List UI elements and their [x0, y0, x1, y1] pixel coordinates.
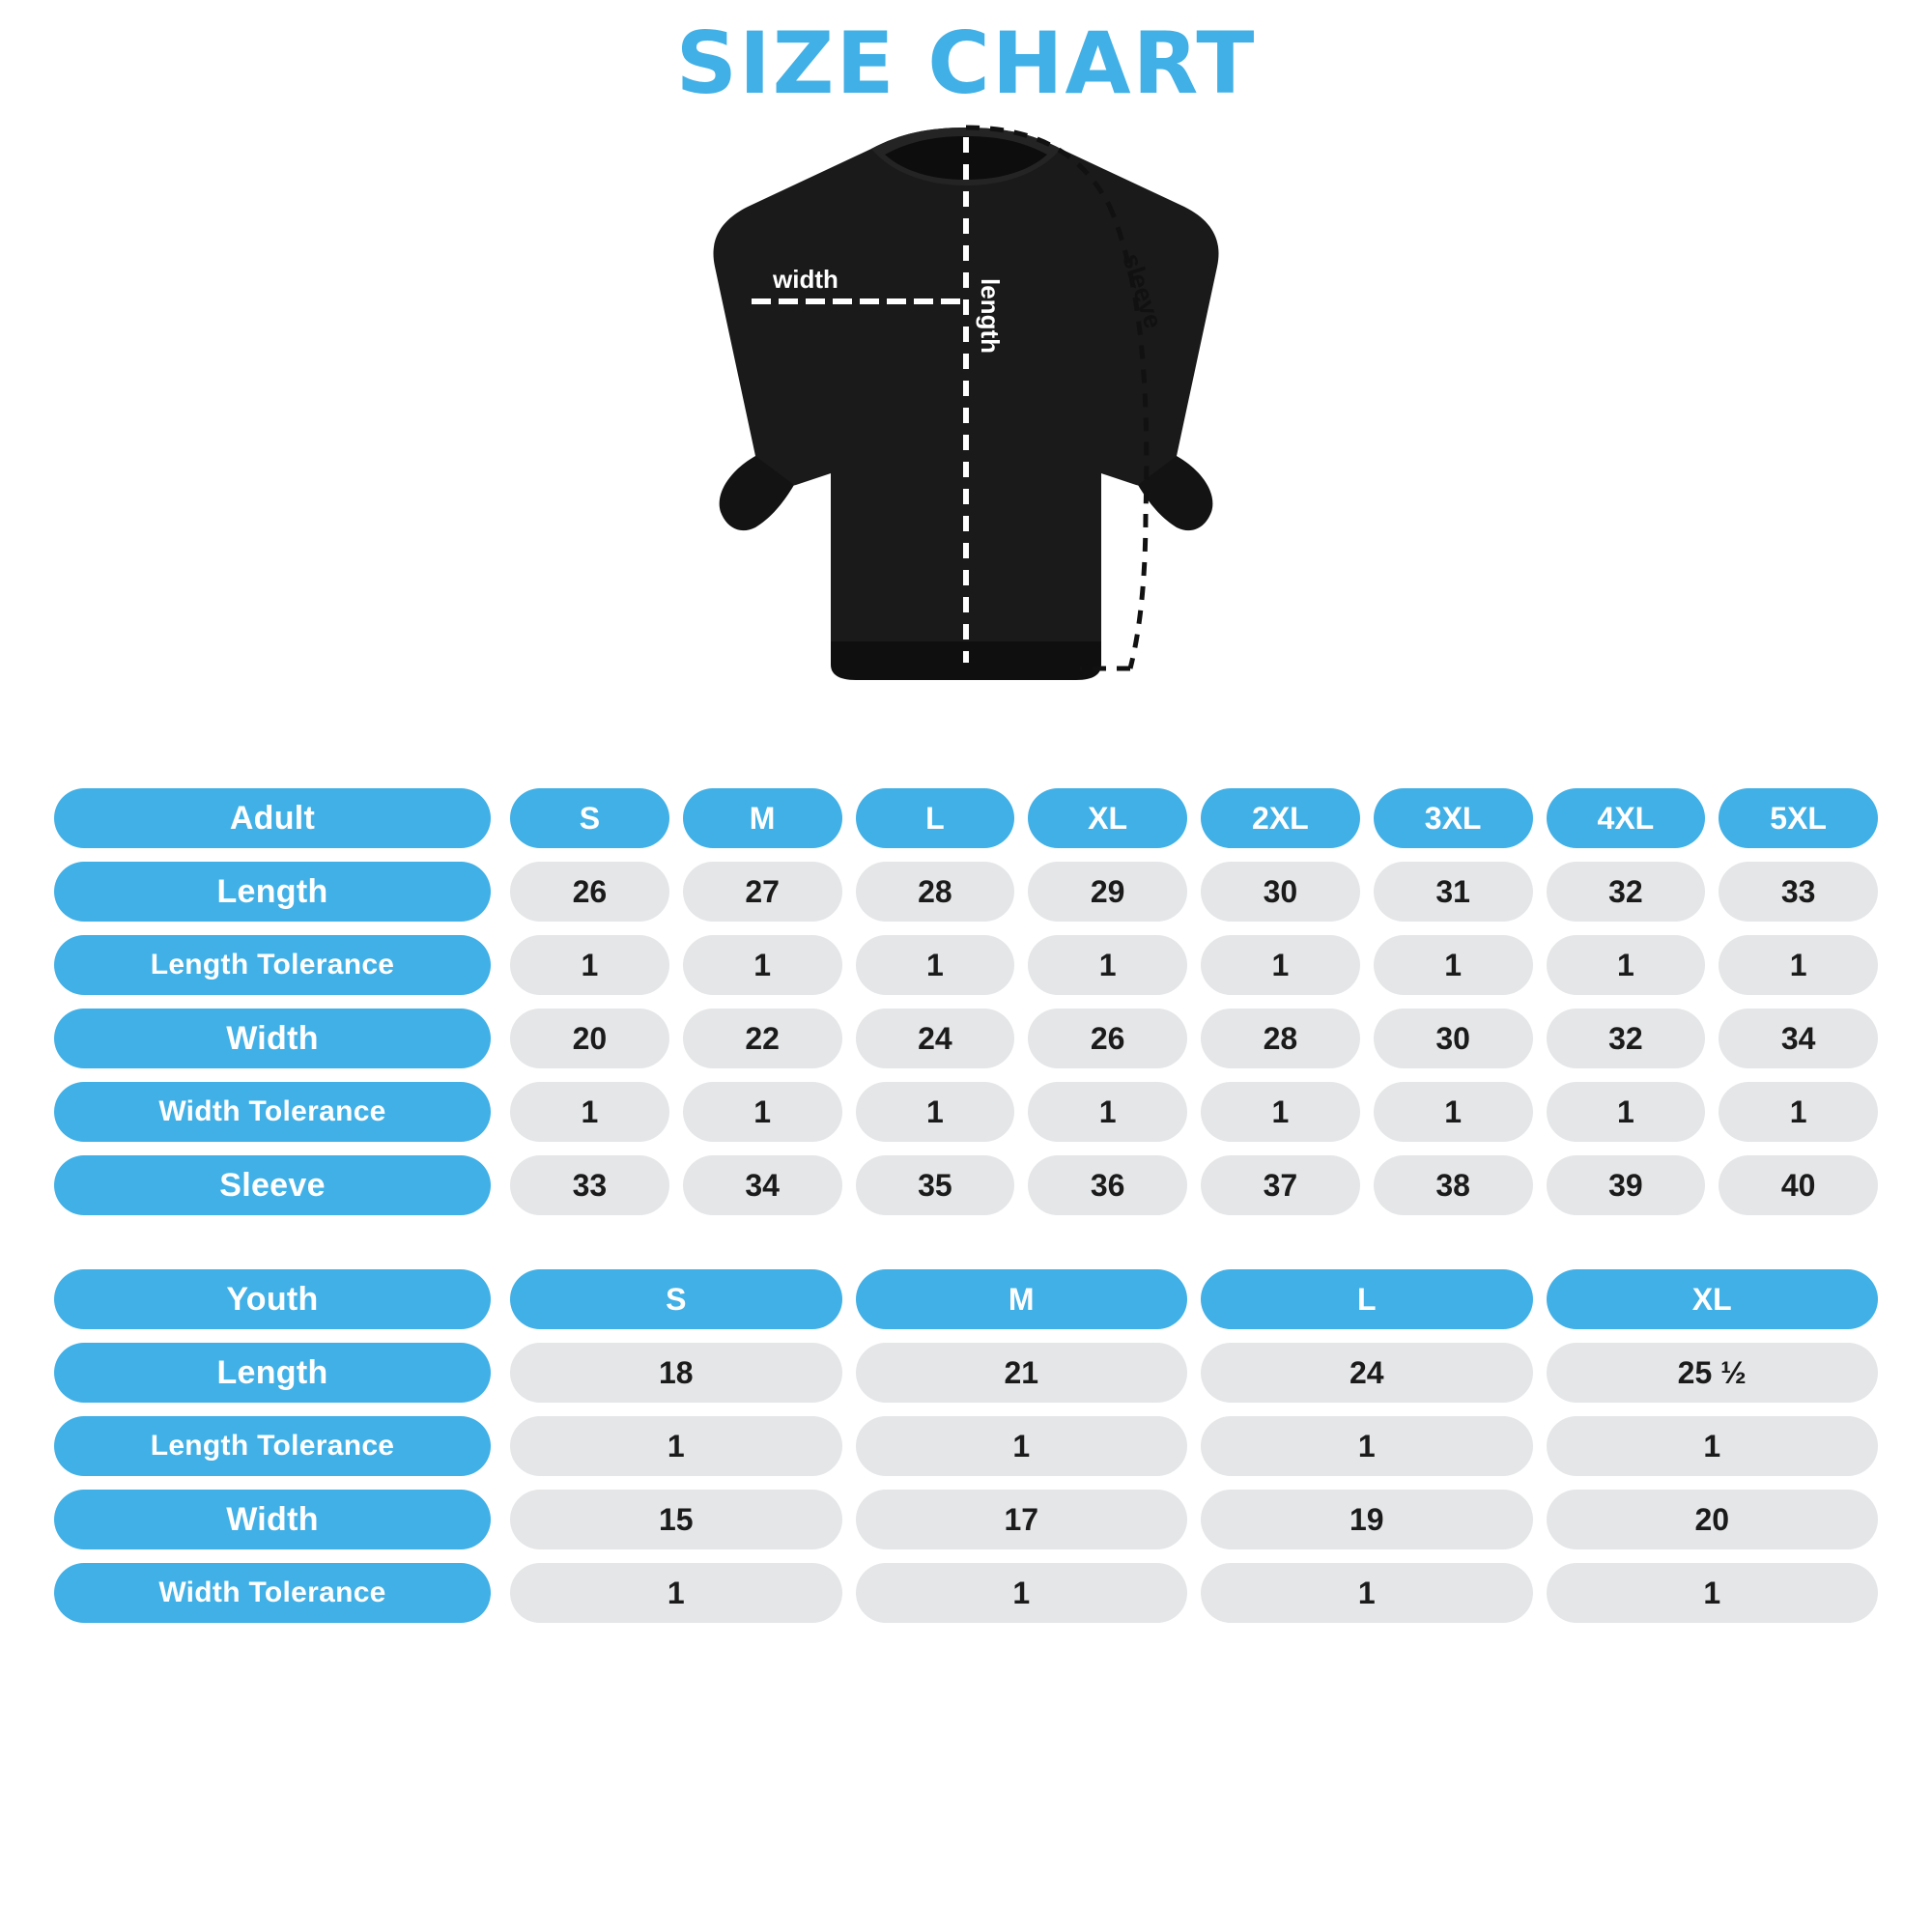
cell-value: 29: [1028, 862, 1187, 922]
adult-col-l: L: [856, 788, 1015, 848]
cell-value: 1: [1374, 1082, 1533, 1142]
table-header-row: [54, 788, 1878, 848]
youth-col-s: S: [510, 1269, 842, 1329]
cell-value: 28: [856, 862, 1015, 922]
cell-value: 33: [1719, 862, 1878, 922]
adult-col-2xl: 2XL: [1201, 788, 1360, 848]
cell-value: 1: [1547, 1416, 1879, 1476]
adult-size-table: [54, 788, 1878, 1215]
cell-value: 26: [1028, 1009, 1187, 1068]
youth-col-l: L: [1201, 1269, 1533, 1329]
cell-value: 1: [1547, 935, 1706, 995]
row-label-length: Length: [54, 862, 491, 922]
cell-value: 39: [1547, 1155, 1706, 1215]
youth-column-headers: [510, 1269, 1878, 1329]
sweatshirt-diagram: [647, 112, 1285, 750]
cell-value: 20: [510, 1009, 669, 1068]
row-label-width: Width: [54, 1009, 491, 1068]
table-row: [54, 1490, 1878, 1549]
youth-header-label: Youth: [54, 1269, 491, 1329]
garment-illustration: [54, 112, 1878, 779]
cell-value: 1: [856, 1416, 1188, 1476]
cell-value: 1: [1374, 935, 1533, 995]
table-header-row: [54, 1269, 1878, 1329]
adult-header-label: Adult: [54, 788, 491, 848]
cell-value: 26: [510, 862, 669, 922]
cell-value: 20: [1547, 1490, 1879, 1549]
cell-value: 37: [1201, 1155, 1360, 1215]
cell-value: 25 ½: [1547, 1343, 1879, 1403]
table-row: [54, 1155, 1878, 1215]
cell-value: 24: [1201, 1343, 1533, 1403]
cell-value: 31: [1374, 862, 1533, 922]
cell-value: 33: [510, 1155, 669, 1215]
cell-value: 1: [1547, 1563, 1879, 1623]
cell-value: 1: [856, 1563, 1188, 1623]
row-label-length-tolerance: Length Tolerance: [54, 935, 491, 995]
table-row: [54, 1343, 1878, 1403]
cell-value: 22: [683, 1009, 842, 1068]
row-label-sleeve: Sleeve: [54, 1155, 491, 1215]
cell-value: 1: [856, 935, 1015, 995]
cell-value: 1: [683, 1082, 842, 1142]
cell-value: 1: [1028, 935, 1187, 995]
cell-value: 19: [1201, 1490, 1533, 1549]
page-title: SIZE CHART: [675, 14, 1257, 113]
row-label-length: Length: [54, 1343, 491, 1403]
cell-value: 32: [1547, 1009, 1706, 1068]
cell-value: 35: [856, 1155, 1015, 1215]
youth-col-xl: XL: [1547, 1269, 1879, 1329]
adult-col-s: S: [510, 788, 669, 848]
youth-size-table: [54, 1269, 1878, 1623]
cell-value: 1: [856, 1082, 1015, 1142]
adult-column-headers: [510, 788, 1878, 848]
cell-value: 1: [1201, 935, 1360, 995]
cell-value: 1: [1201, 1563, 1533, 1623]
cell-value: 15: [510, 1490, 842, 1549]
cell-value: 27: [683, 862, 842, 922]
cell-value: 18: [510, 1343, 842, 1403]
cell-value: 1: [510, 1416, 842, 1476]
youth-col-m: M: [856, 1269, 1188, 1329]
table-row: [54, 935, 1878, 995]
table-row: [54, 862, 1878, 922]
cell-value: 28: [1201, 1009, 1360, 1068]
cell-value: 1: [1719, 935, 1878, 995]
cell-value: 1: [683, 935, 842, 995]
sleeve-label: sleeve: [1117, 249, 1169, 332]
cell-value: 30: [1201, 862, 1360, 922]
adult-col-5xl: 5XL: [1719, 788, 1878, 848]
cell-value: 21: [856, 1343, 1188, 1403]
cell-value: 24: [856, 1009, 1015, 1068]
cell-value: 1: [1028, 1082, 1187, 1142]
table-row: [54, 1416, 1878, 1476]
length-label: length: [976, 278, 1005, 354]
cell-value: 30: [1374, 1009, 1533, 1068]
table-row: [54, 1082, 1878, 1142]
table-gap: [54, 1215, 1878, 1260]
cell-value: 34: [1719, 1009, 1878, 1068]
row-label-width-tolerance: Width Tolerance: [54, 1082, 491, 1142]
adult-col-m: M: [683, 788, 842, 848]
cell-value: 36: [1028, 1155, 1187, 1215]
width-label: width: [773, 265, 838, 294]
cell-value: 40: [1719, 1155, 1878, 1215]
cell-value: 32: [1547, 862, 1706, 922]
cell-value: 1: [510, 1563, 842, 1623]
row-label-width: Width: [54, 1490, 491, 1549]
cell-value: 1: [1547, 1082, 1706, 1142]
adult-col-3xl: 3XL: [1374, 788, 1533, 848]
cell-value: 1: [1719, 1082, 1878, 1142]
adult-col-4xl: 4XL: [1547, 788, 1706, 848]
cell-value: 1: [1201, 1416, 1533, 1476]
adult-col-xl: XL: [1028, 788, 1187, 848]
row-label-length-tolerance: Length Tolerance: [54, 1416, 491, 1476]
cell-value: 1: [510, 935, 669, 995]
cell-value: 38: [1374, 1155, 1533, 1215]
cell-value: 17: [856, 1490, 1188, 1549]
row-label-width-tolerance: Width Tolerance: [54, 1563, 491, 1623]
cell-value: 34: [683, 1155, 842, 1215]
cell-value: 1: [1201, 1082, 1360, 1142]
table-row: [54, 1563, 1878, 1623]
table-row: [54, 1009, 1878, 1068]
cell-value: 1: [510, 1082, 669, 1142]
